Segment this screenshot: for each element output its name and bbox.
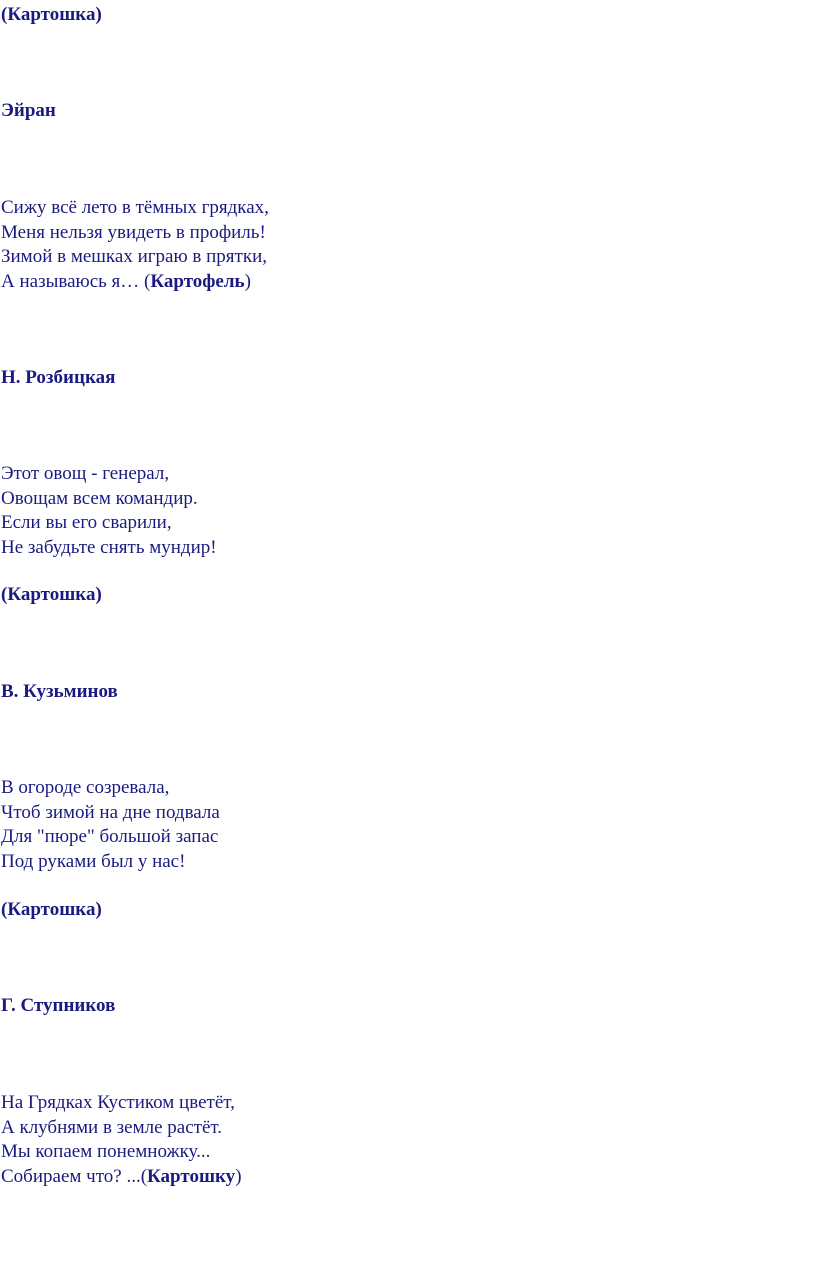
riddle-1 (1, 196, 269, 294)
inline-answer: Картошку (147, 1165, 236, 1187)
poem-line: На Грядках Кустиком цветёт, (1, 1092, 235, 1113)
poem-line: Чтоб зимой на дне подвала (1, 801, 220, 823)
answer-2: (Картошка) (1, 584, 102, 605)
riddle-2 (1, 462, 217, 560)
poem-line: Овощам всем командир. (1, 487, 198, 509)
poem-line-suffix: ) (235, 1165, 242, 1187)
poem-line: А клубнями в земле растёт. (1, 1116, 223, 1138)
poem-line: Мы копаем понемножку... (1, 1141, 211, 1162)
riddle-3 (1, 776, 220, 874)
poem-line: Зимой в мешках играю в прятки, (1, 246, 267, 267)
poem-line-with-answer (1, 1165, 242, 1190)
poem-line: Не забудьте снять мундир! (1, 536, 217, 558)
author-stupnikov: Г. Ступников (1, 995, 116, 1016)
author-rozbitskaya: Н. Розбицкая (1, 367, 116, 388)
poem-line-suffix: ) (244, 270, 251, 292)
poem-line: Этот овощ - генерал, (1, 463, 170, 484)
poem-line: Если вы его сварили, (1, 512, 172, 533)
poem-line-prefix: Собираем что? ...( (1, 1165, 148, 1187)
poem-line: Сижу всё лето в тёмных грядках, (1, 197, 269, 218)
riddle-4 (1, 1091, 242, 1189)
poem-line: Для "пюре" большой запас (1, 826, 219, 847)
poem-line: Под руками был у нас! (1, 850, 186, 872)
author-eiran: Эйран (1, 100, 56, 121)
poem-line: Меня нельзя увидеть в профиль! (1, 221, 266, 243)
poem-line-prefix: А называюсь я… ( (1, 270, 151, 292)
poem-line: В огороде созревала, (1, 777, 170, 798)
answer-3: (Картошка) (1, 899, 102, 920)
poem-line-with-answer (1, 270, 269, 295)
inline-answer: Картофель (150, 270, 245, 292)
answer-1: (Картошка) (1, 4, 102, 25)
author-kuzminov: В. Кузьминов (1, 681, 118, 702)
